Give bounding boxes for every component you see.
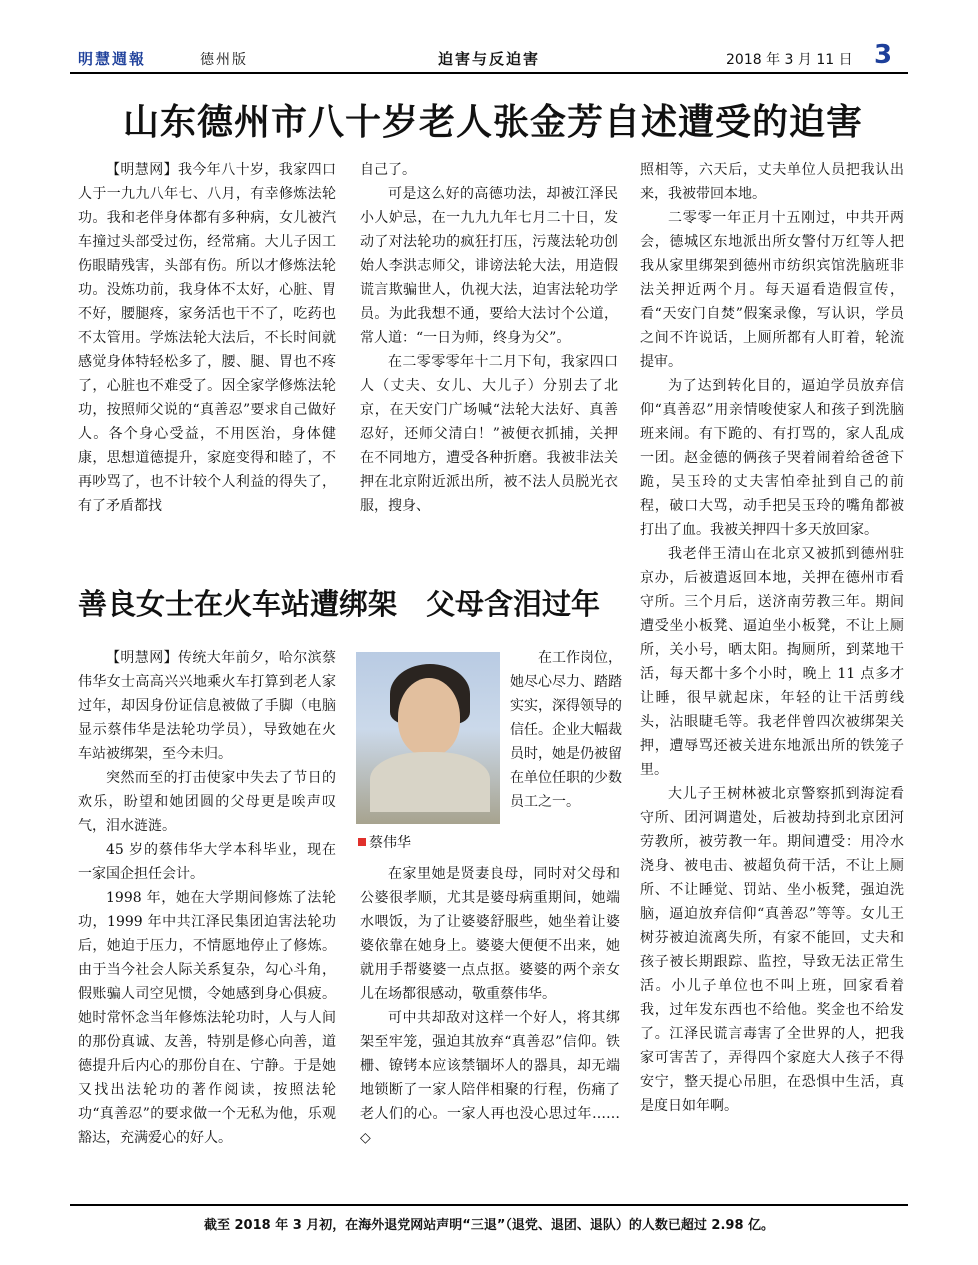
- portrait-photo: [356, 652, 500, 824]
- paragraph: 可中共却敌对这样一个好人，将其绑架至牢笼，强迫其放弃“真善忍”信仰。铁栅、镣铐本应该禁锢坏人的器具，却无端地锁断了一家人陪伴相聚的行程，伤痛了老人们的心。一家人再也没心思过年……◇: [360, 1010, 620, 1146]
- caption-text: 蔡伟华: [369, 835, 411, 851]
- header-rule: [70, 72, 908, 74]
- paragraph: 在工作岗位，她尽心尽力、踏踏实实，深得领导的信任。企业大幅裁员时，她是仍被留在单位任职的少数员工之一。: [510, 650, 622, 810]
- paragraph: 可是这么好的高德功法，却被江泽民小人妒忌，在一九九九年七月二十日，发动了对法轮功的疯狂打压，污蔑法轮功创始人李洪志师父，诽谤法轮大法，用造假谎言欺骗世人，仇视大法，迫害法轮功学员。为此我想不通，要给大法讨个公道，常人道：“一日为师，终身为父”。: [360, 186, 618, 346]
- paragraph: 1998 年，她在大学期间修炼了法轮功，1999 年中共江泽民集团迫害法轮功后，她迫于压力，不情愿地停止了修炼。由于当今社会人际关系复杂，勾心斗角，假账骗人司空见惯，令她感到身心俱疲。她时常怀念当年修炼法轮功时，人与人间的那份真诚、友善，特别是修心向善，道德提升后内心的那份自在、宁静。于是她又找出法轮功的著作阅读，按照法轮功“真善忍”的要求做一个无私为他，乐观豁达，充满爱心的好人。: [78, 890, 336, 1146]
- article2-column-2-top: [510, 646, 622, 814]
- paragraph: 在家里她是贤妻良母，同时对父母和公婆很孝顺，尤其是婆母病重期间，她端水喂饭，为了让婆婆舒服些，她坐着让婆婆依靠在她身上。婆婆大便便不出来，她就用手帮婆婆一点点抠。婆婆的两个亲女儿在场都很感动，敬重蔡伟华。: [360, 866, 620, 1002]
- paragraph: 自己了。: [360, 162, 416, 178]
- paragraph: 照相等，六天后，丈夫单位人员把我认出来，我被带回本地。: [640, 162, 904, 202]
- caption-marker-icon: [358, 838, 366, 846]
- paragraph: 突然而至的打击使家中失去了节日的欢乐，盼望和她团圆的父母更是唉声叹气，泪水涟涟。: [78, 770, 336, 834]
- footer-rule: [70, 1204, 908, 1206]
- article1-column-2: [360, 158, 618, 518]
- article2-column-2-bottom: [360, 862, 620, 1150]
- issue-date: 2018 年 3 月 11 日: [726, 52, 853, 68]
- article2-title: 善良女士在火车站遭绑架 父母含泪过年: [78, 587, 601, 621]
- portrait-face: [398, 678, 460, 756]
- edition-label: 德州版: [200, 52, 248, 68]
- article1-column-1: [78, 158, 336, 518]
- paragraph: 大儿子王树林被北京警察抓到海淀看守所、团河调遣处，后被劫持到北京团河劳教所，被劳教一年。期间遭受：用冷水浇身、被电击、被超负荷干活，不让上厕所、不让睡觉、罚站、坐小板凳，强迫洗脑，逼迫放弃信仰“真善忍”等等。女儿王树芬被迫流离失所，有家不能回，丈夫和孩子被长期跟踪、监控，导致无法正常生活。小儿子单位也不叫上班，回家看着我，过年发东西也不给他。奖金也不给发了。江泽民谎言毒害了全世界的人，把我家可害苦了，弄得四个家庭大人孩子不得安宁，整天提心吊胆，在恐惧中生活，真是度日如年啊。: [640, 786, 904, 1114]
- paragraph: 在二零零零年十二月下旬，我家四口人（丈夫、女儿、大儿子）分别去了北京，在天安门广场喊“法轮大法好、真善忍好，还师父清白！”被便衣抓捕，关押在不同地方，遭受各种折磨。我被非法关押在北京附近派出所，被不法人员脱光衣服，搜身、: [360, 354, 618, 514]
- footer-statement: 截至 2018 年 3 月初，在海外退党网站声明“三退”（退党、退团、退队）的人数已超过 2.98 亿。: [203, 1218, 775, 1233]
- article1-column-3: [640, 158, 904, 1118]
- paragraph: 【明慧网】传统大年前夕，哈尔滨蔡伟华女士高高兴兴地乘火车打算到老人家过年，却因身份证信息被做了手脚（电脑显示蔡伟华是法轮功学员），导致她在火车站被绑架，至今未归。: [78, 650, 336, 762]
- paragraph: 为了达到转化目的，逼迫学员放弃信仰“真善忍”用亲情唆使家人和孩子到洗脑班来闹。有下跪的、有打骂的，家人乱成一团。赵金德的俩孩子哭着闹着给爸爸下跪，吴玉玲的丈夫害怕牵扯到自己的前程，破口大骂，动手把吴玉玲的嘴角都被打出了血。我被关押四十多天放回家。: [640, 378, 904, 538]
- paragraph: 45 岁的蔡伟华大学本科毕业，现在一家国企担任会计。: [78, 842, 336, 882]
- masthead-logo: 明慧週報: [78, 50, 147, 68]
- page-number: 3: [874, 40, 893, 70]
- paragraph: 二零零一年正月十五刚过，中共开两会，德城区东地派出所女警付万红等人把我从家里绑架到德州市纺织宾馆洗脑班非法关押近两个月。每天逼看造假宣传，看“天安门自焚”假案录像，写认识，学员之间不许说话，上厕所都有人盯着，轮流提审。: [640, 210, 904, 370]
- paragraph: 【明慧网】我今年八十岁，我家四口人于一九九八年七、八月，有幸修炼法轮功。我和老伴身体都有多种病，女儿被汽车撞过头部受过伤，经常痛。大儿子因工伤眼睛残害，头部有伤。所以才修炼法轮功。没炼功前，我身体不太好，心脏、胃不好，腰腿疼，家务活也干不了，吃药也不太管用。学炼法轮大法后，不长时间就感觉身体特轻松多了，腰、腿、胃也不疼了，心脏也不难受了。因全家学修炼法轮功，按照师父说的“真善忍”要求自己做好人。各个身心受益，不用医治，身体健康，思想道德提升，家庭变得和睦了，不再吵骂了，也不计较个人利益的得失了，有了矛盾都找: [78, 162, 336, 514]
- article1-title: 山东德州市八十岁老人张金芳自述遭受的迫害: [122, 101, 863, 143]
- photo-caption: [358, 832, 411, 852]
- portrait-shirt: [370, 752, 490, 812]
- paragraph: 我老伴王清山在北京又被抓到德州驻京办，后被遣返回本地，关押在德州市看守所。三个月后，送济南劳教三年。期间遭受坐小板凳、逼迫坐小板凳，不让上厕所，关小号，晒太阳。掏厕所，到菜地干活，每天都十多个小时，晚上 11 点多才让睡，很早就起床，年轻的让干活剪线头，沾眼睫毛等。我老伴曾四次被绑架关押，遭辱骂还被关进东地派出所的铁笼子里。: [640, 546, 904, 778]
- section-title: 迫害与反迫害: [438, 50, 541, 68]
- article2-column-1: [78, 646, 336, 1150]
